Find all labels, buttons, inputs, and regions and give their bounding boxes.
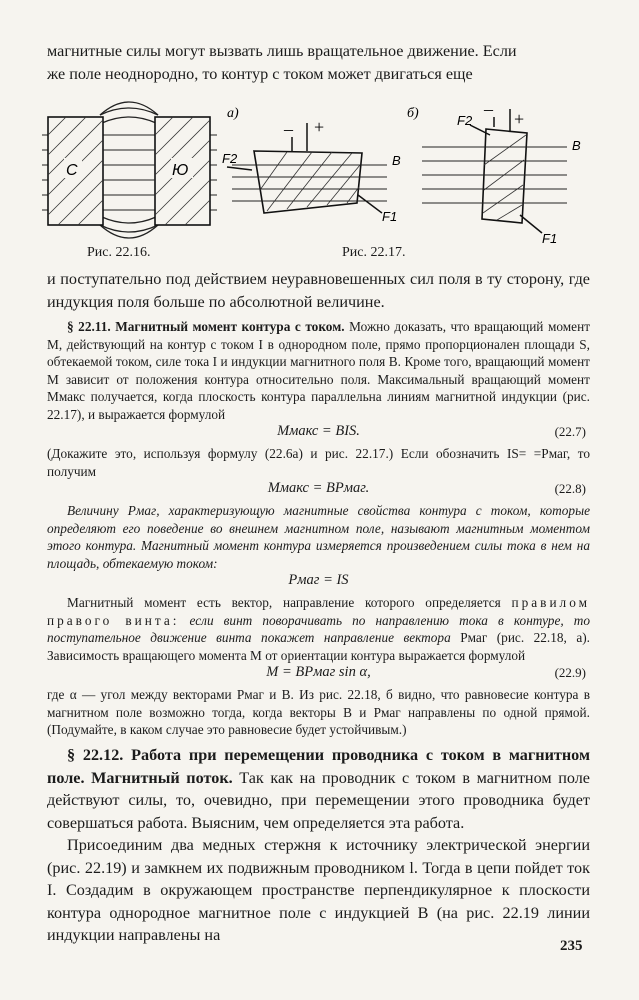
s2212-p1: Так как на проводник с током в магнитном поле действуют силы, то, очевидно, при перемещении этого проводника будет совершаться работа. Выясним, чем определяется эта работа. [47,768,590,832]
top-text [47,40,590,85]
figure-22-16 [42,95,217,245]
figure-22-17b [402,95,602,245]
b-label-b: B [572,138,581,153]
plus-b: + [514,109,525,129]
top-line-1: магнитные силы могут вызвать лишь вращательное движение. Если [47,42,517,60]
s2212-p2: Присоединим два медных стержня к источнику электрической энергии (рис. 22.19) и замкнем их подвижным проводником l. Тогда в цепи пойдет ток I. Создадим в окружающем пространстве перпендикулярное к плоскости контура однородное магнитное поле с индукцией B (на рис. 22.19 линии индукции направлены на [47,836,590,944]
figures-area [42,95,602,280]
top-line-2: же поле неоднородно, то контур с током может двигаться еще [47,64,473,83]
s2211-p4a: Магнитный момент есть вектор, направление которого определяется [67,595,501,610]
s2211-p4b: правилом правого винта: [47,595,591,628]
f2-label-b: F2 [457,113,473,128]
equation-p-mag: Pмаг = IS [288,572,349,588]
label-b: б) [407,106,419,121]
equation-22-7: Mмакс = BIS. (22.7) [277,423,586,439]
section-22-11 [47,318,590,739]
label-a: а) [227,106,239,121]
minus-a: – [284,119,293,139]
caption-22-17: Рис. 22.17. [342,245,406,260]
plus-a: + [314,117,325,137]
s2211-p1: Можно доказать, что вращающий момент M, действующий на контур с током I в однородном поле, прямо пропорционален площади S, обтекаемой током, силе тока I и индукции магнитного поля B. Кроме того, вращающий момент M зависит от положения контура относительно поля. Максимальный вращающий момент Mмакс получается, когда плоскость контура параллельна линиям магнитной индукции (рис. 22.17), и выражается формулой [47,319,591,422]
page-number: 235 [560,938,583,954]
f2-label-a: F2 [222,151,238,166]
figure-22-17a [222,95,412,245]
after-figure-text [47,268,590,313]
s2211-p4d: Pмаг (рис. 22.18, а). Зависимость вращающего момента M от ориентации контура выражается формулой [47,630,590,663]
section-22-11-heading: § 22.11. Магнитный момент контура с током. [67,319,345,334]
pole-s-label: С [66,162,78,179]
b-label-a: B [392,153,401,168]
equation-22-9: M = BPмаг sin α, (22.9) [266,664,586,680]
f1-label-a: F1 [382,209,398,224]
s2211-p4c: если винт поворачивать по направлению тока в контуре, то поступательное движение винта покажет направление вектора [47,612,590,645]
s2211-p5: где α — угол между векторами Pмаг и B. Из рис. 22.18, б видно, что равновесие контура в магнитном поле возможно тогда, когда векторы B и Pмаг направлены по одной прямой. (Подумайте, в каком случае это равновесие будет устойчивым.) [47,687,590,737]
s2211-p3: Величину Pмаг, характеризующую магнитные свойства контура с током, которые определяют его поведение во внешнем магнитном поле, называют магнитным моментом этого контура. Магнитный момент контура измеряется произведением силы тока в нем на площадь, обтекаемую током: [47,503,590,571]
pole-n-label: Ю [172,162,189,179]
caption-22-16: Рис. 22.16. [87,245,151,260]
section-22-12 [47,744,590,947]
section-22-12-heading: § 22.12. Работа при перемещении проводника с током в магнитном поле. Магнитный поток. [47,746,590,787]
minus-b: – [484,99,493,119]
after-figure-paragraph: и поступательно под действием неуравновешенных сил поля в ту сторону, где индукция поля больше по абсолютной величине. [47,270,590,311]
f1-label-b: F1 [542,231,558,245]
equation-22-8: Mмакс = BPмаг. (22.8) [267,480,586,496]
s2211-p2: (Докажите это, используя формулу (22.6а) и рис. 22.17.) Если обозначить IS= =Pмаг, то получим [47,446,590,479]
